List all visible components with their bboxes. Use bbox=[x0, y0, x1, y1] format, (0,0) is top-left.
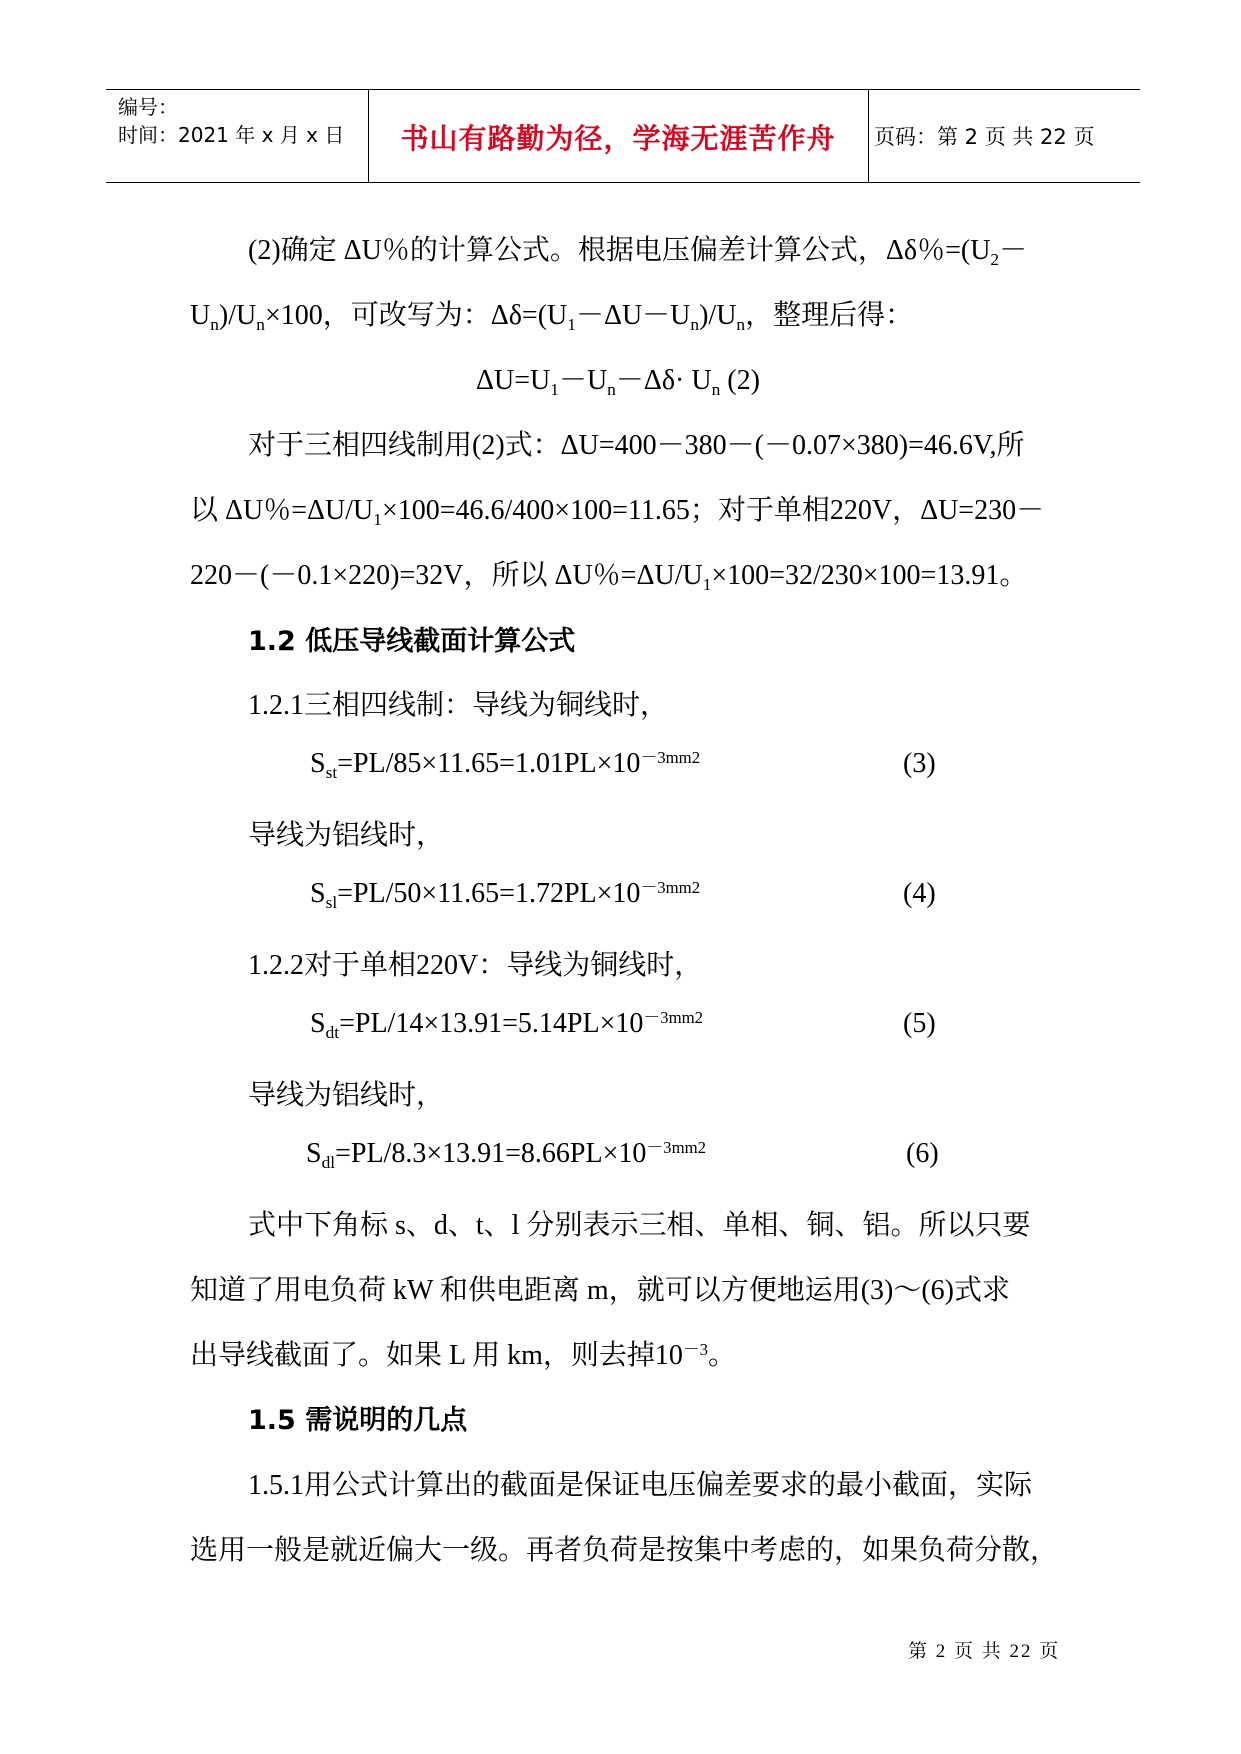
formula-5: $S_{dt}=PL/14\times 13.91=5.14PL\times 10^{-3mm2}$ bbox=[310, 1007, 704, 1043]
formula-3: $S_{st}=PL/85\times 11.65=1.01PL\times 10^{-3mm2}$ bbox=[310, 747, 701, 783]
paragraph-line: 式中下角标 s、d、t、l 分别表示三相、单相、铜、铝。所以只要 bbox=[248, 1210, 1031, 1241]
header-bottom-rule bbox=[106, 182, 1140, 183]
equation-number: (6) bbox=[906, 1138, 939, 1169]
paragraph-line: 以 ΔU％$=\Delta U/U_1\times 100=46.6/400\times 100=11.65$；对于单相220V，ΔU=230－ bbox=[190, 495, 1045, 530]
paragraph-line: 知道了用电负荷 kW 和供电距离 m，就可以方便地运用(3)～(6)式求 bbox=[190, 1275, 1011, 1306]
equation-number: (4) bbox=[903, 878, 936, 909]
header-meta bbox=[118, 93, 344, 149]
page-footer: 第 2 页 共 22 页 bbox=[908, 1641, 1061, 1662]
section-heading: 1.2 低压导线截面计算公式 bbox=[248, 626, 576, 657]
paragraph-line: (2)确定 ΔU％的计算公式。根据电压偏差计算公式，Δδ％$=(U_2-$ bbox=[248, 235, 1028, 270]
paragraph-line: 出导线截面了。如果 L 用 km，则去掉$10^{-3}$。 bbox=[190, 1339, 737, 1371]
paragraph-line: 对于三相四线制用(2)式：ΔU=400－380－(－0.07×380)=46.6V,所 bbox=[248, 430, 1025, 461]
equation-number: (5) bbox=[903, 1008, 936, 1039]
header-divider bbox=[868, 89, 869, 183]
formula-4: $S_{sl}=PL/50\times 11.65=1.72PL\times 10^{-3mm2}$ bbox=[310, 877, 701, 913]
equation-2: $\Delta U=U_1-U_n-\Delta\delta\cdot U_n$ (2) bbox=[476, 365, 760, 400]
paragraph-line: 导线为铝线时， bbox=[248, 820, 445, 851]
paragraph-line: 1.5.1用公式计算出的截面是保证电压偏差要求的最小截面，实际 bbox=[248, 1470, 1033, 1501]
header-page-number: 页码：第 2 页 共 22 页 bbox=[874, 125, 1095, 149]
paragraph-line: 220－(－0.1×220)=32V，所以 ΔU％$=\Delta U/U_1\times 100=32/230\times 100=13.91$。 bbox=[190, 560, 1028, 595]
header-divider bbox=[368, 89, 369, 183]
page-header bbox=[106, 89, 1140, 183]
document-id-label: 编号： bbox=[118, 95, 178, 119]
header-top-rule bbox=[106, 89, 1140, 90]
paragraph-line: 导线为铝线时， bbox=[248, 1080, 445, 1111]
paragraph-line: $U_n)/U_n\times 100$，可改写为：$\Delta\delta=(U_1-\Delta U-U_n)/U_n$，整理后得： bbox=[190, 300, 914, 335]
paragraph-line: 选用一般是就近偏大一级。再者负荷是按集中考虑的，如果负荷分散， bbox=[190, 1535, 1059, 1566]
subsection-line: 1.2.2对于单相220V：导线为铜线时， bbox=[248, 950, 703, 981]
section-heading: 1.5 需说明的几点 bbox=[248, 1405, 468, 1436]
formula-6: $S_{dl}=PL/8.3\times 13.91=8.66PL\times 10^{-3mm2}$ bbox=[306, 1137, 707, 1173]
subsection-line: 1.2.1三相四线制：导线为铜线时， bbox=[248, 690, 669, 721]
document-time-label: 时间：2021 年 x 月 x 日 bbox=[118, 123, 345, 147]
header-motto: 书山有路勤为径，学海无涯苦作舟 bbox=[400, 122, 836, 155]
equation-number: (3) bbox=[903, 748, 936, 779]
